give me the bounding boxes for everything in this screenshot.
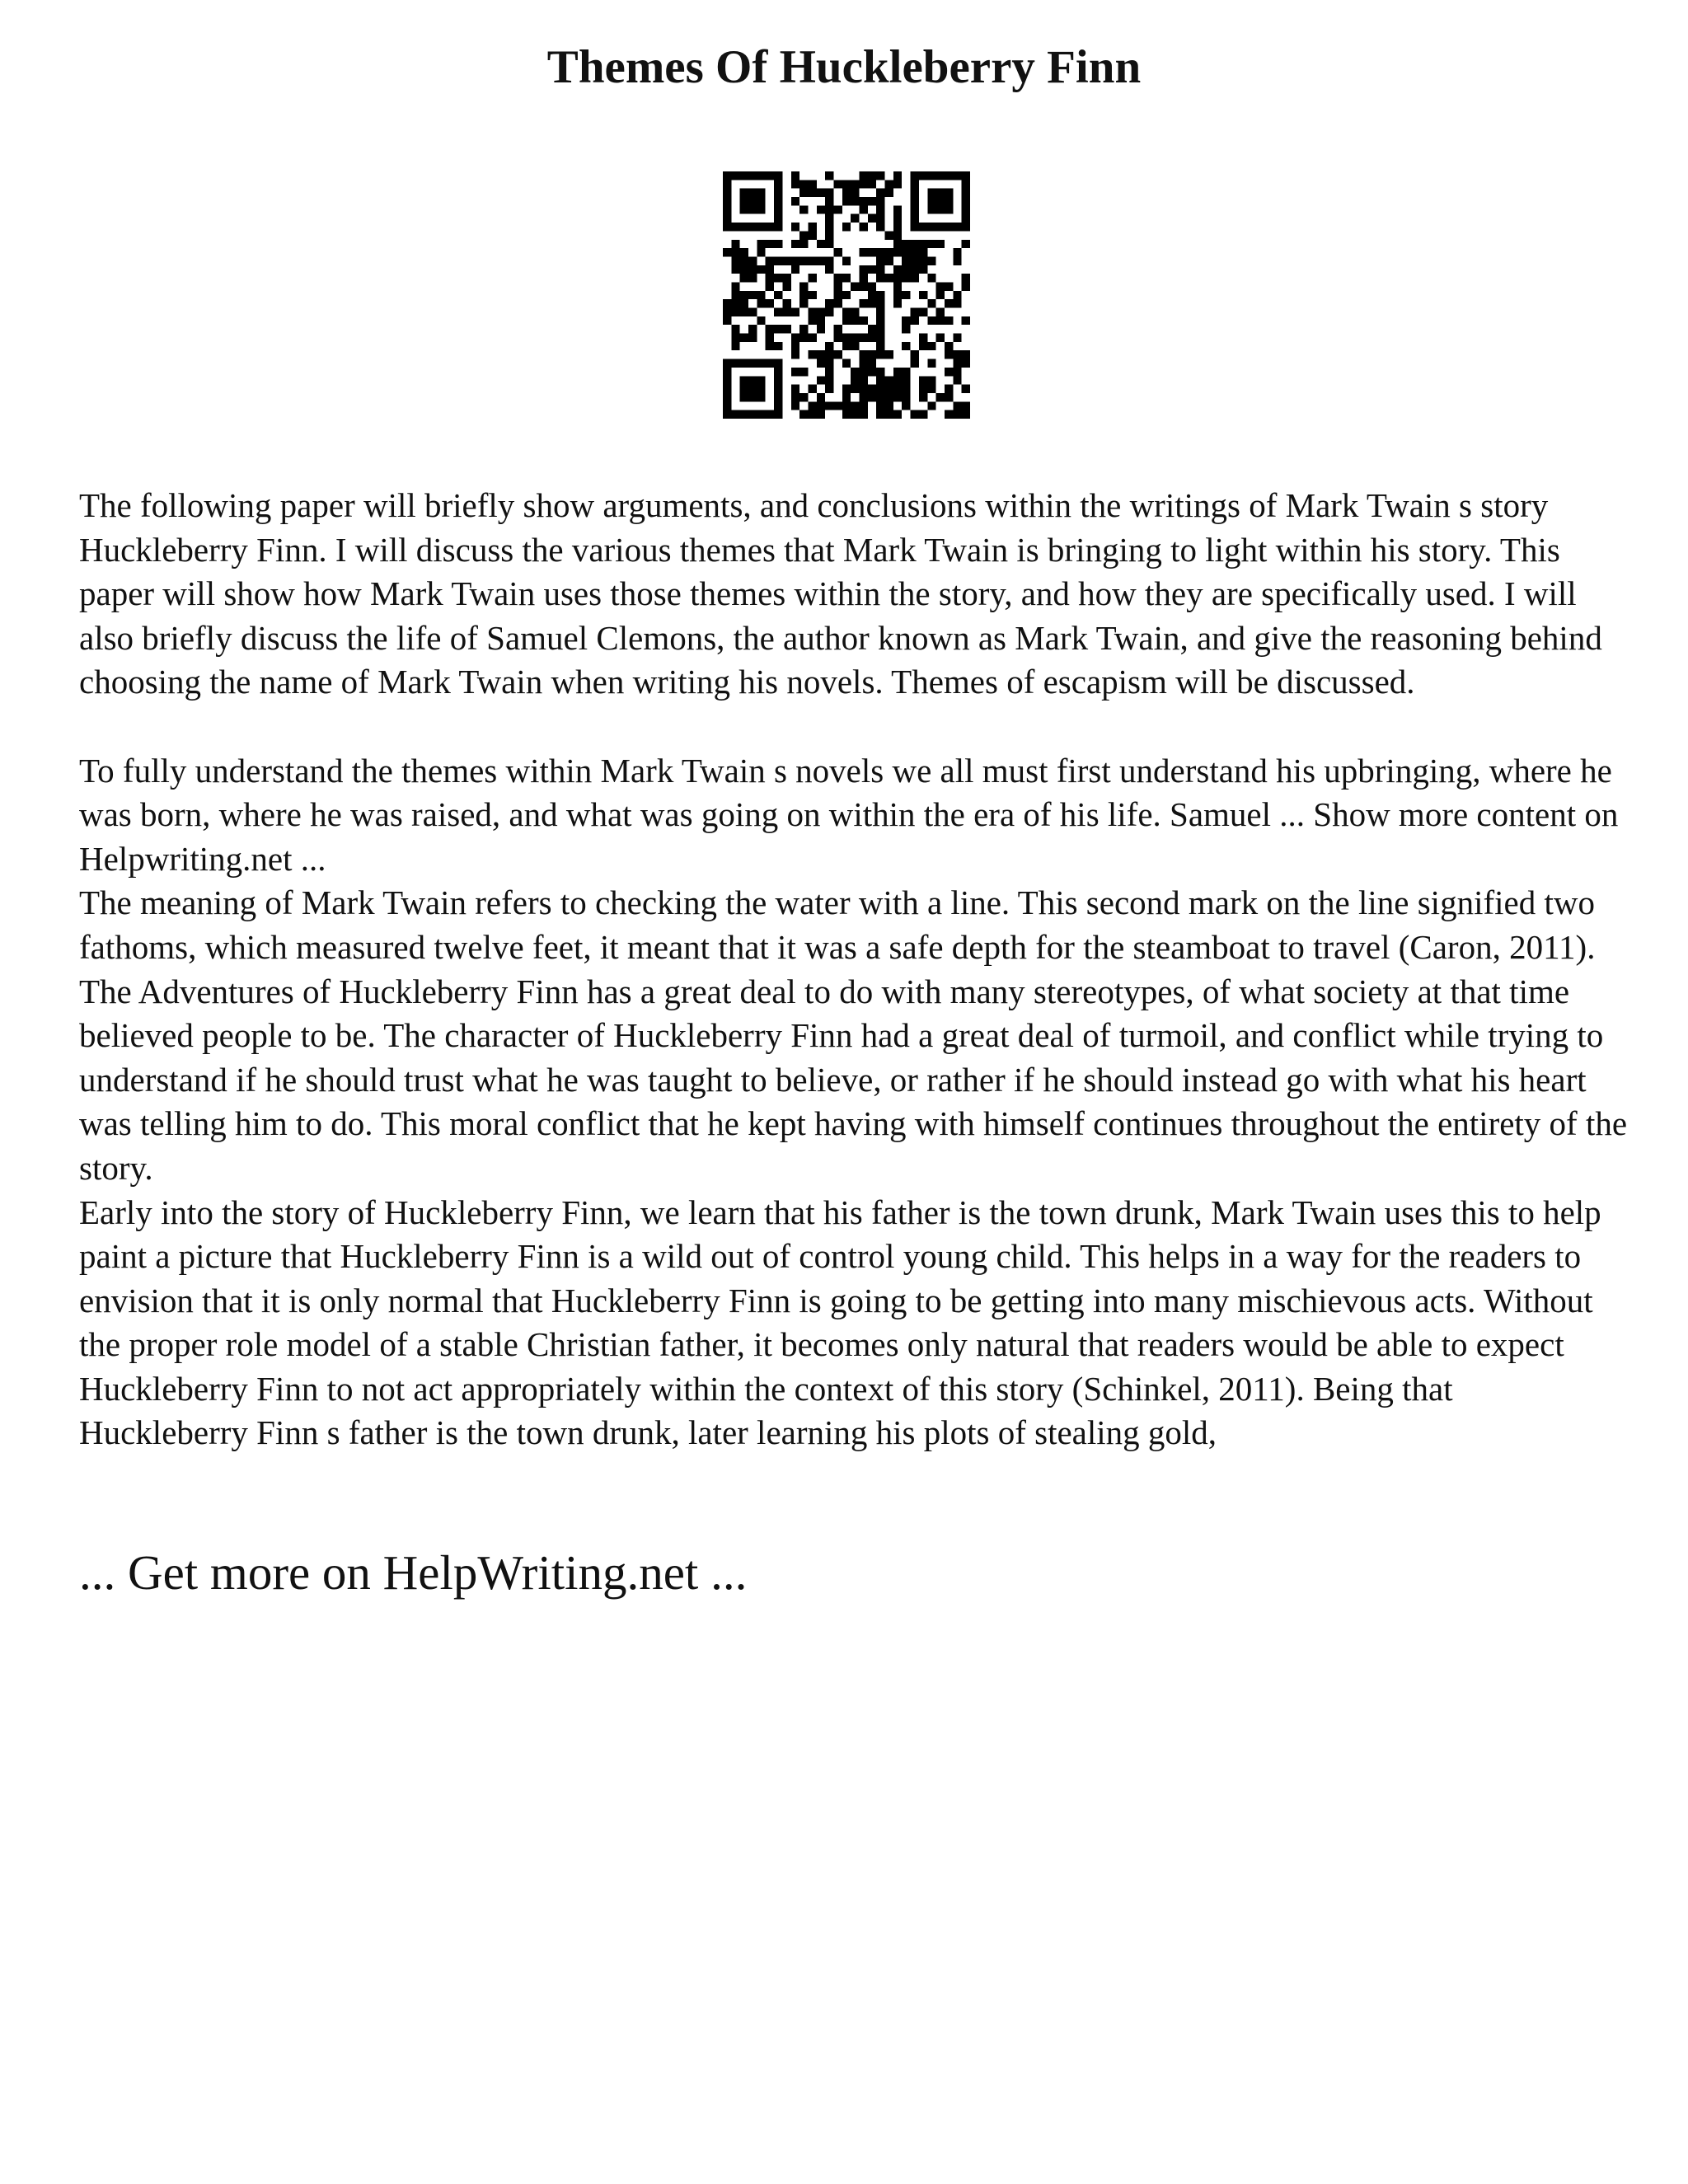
paragraph-father: Early into the story of Huckleberry Finn, we learn that his father is the town drunk, Mark Twain uses this to help paint a picture that Huckleberry Finn is a wild out of control young child. This helps in a way for the readers to envision that it is only normal that Huckleberry Finn is going to be getting into many mischievous acts. Without the proper role model of a stable Christian father, it becomes only natural that readers would be able to expect Huckleberry Finn to not act appropriately within the context of this story (Schinkel, 2011). Being that Huckleberry Finn s father is the town drunk, later learning his plots of stealing gold, (79, 1193, 1601, 1452)
qr-code-icon (723, 171, 970, 419)
paragraph-upbringing: To fully understand the themes within Mark Twain s novels we all must first understand his upbringing, where he was born, where he was raised, and what was going on within the era of his life. Samuel ... Show more content on Helpwriting.net ... (79, 751, 1619, 878)
paragraph-gap (79, 705, 1629, 749)
page-title: Themes Of Huckleberry Finn (546, 41, 1142, 93)
article-body (79, 484, 1629, 1455)
paragraph-meaning: The meaning of Mark Twain refers to checking the water with a line. This second mark on the line signified two fathoms, which measured twelve feet, it meant that it was a safe depth for the steamboat to travel (Caron, 2011). The Adventures of Huckleberry Finn has a great deal to do with many stereotypes, of what society at that time believed people to be. The character of Huckleberry Finn had a great deal of turmoil, and conflict while trying to understand if he should trust what he was taught to believe, or rather if he should instead go with what his heart was telling him to do. This moral conflict that he kept having with himself continues throughout the entirety of the story. (79, 883, 1628, 1187)
paragraph-intro: The following paper will briefly show arguments, and conclusions within the writings of Mark Twain s story Huckleberry Finn. I will discuss the various themes that Mark Twain is bringing to light within his story. This paper will show how Mark Twain uses those themes within the story, and how they are specifically used. I will also briefly discuss the life of Samuel Clemons, the author known as Mark Twain, and give the reasoning behind choosing the name of Mark Twain when writing his novels. Themes of escapism will be discussed. (79, 486, 1602, 701)
get-more-link[interactable]: ... Get more on HelpWriting.net ... (79, 1545, 748, 1600)
